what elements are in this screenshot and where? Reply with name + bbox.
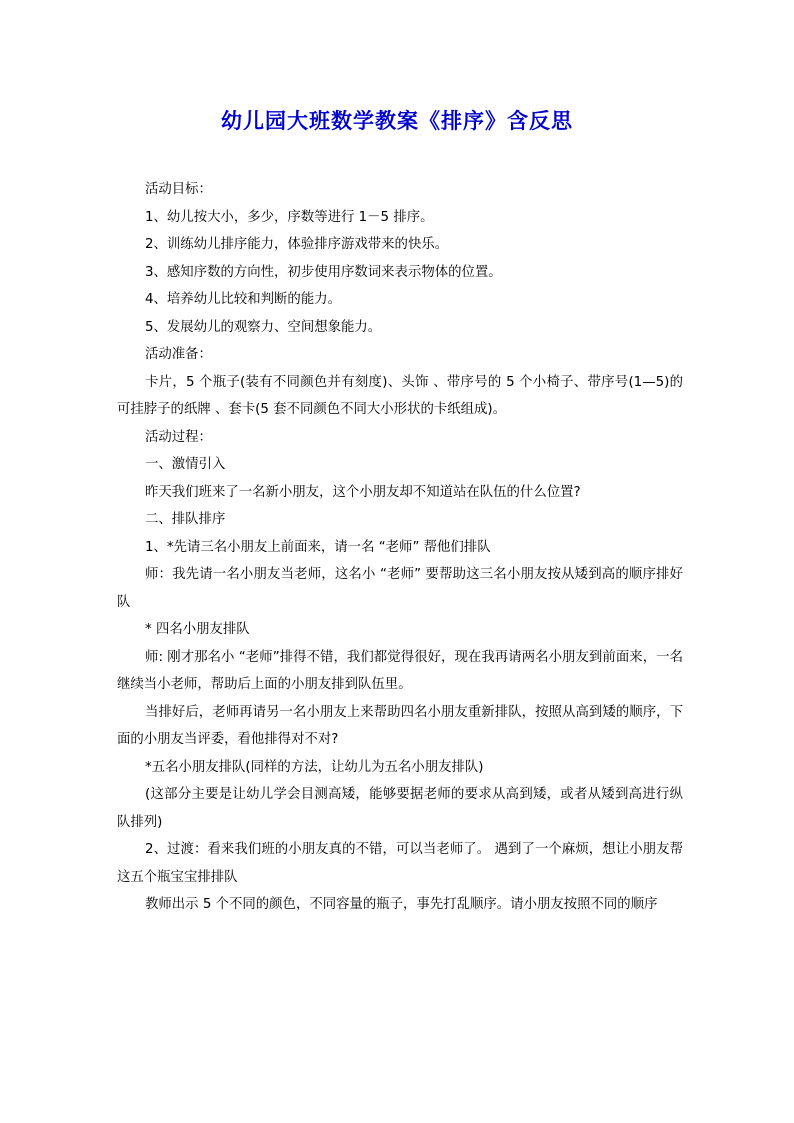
paragraph: 活动过程： [145,429,212,445]
paragraph: 2、训练幼儿排序能力，体验排序游戏带来的快乐。 [145,237,449,252]
paragraph: 师: 刚才那名小 “老师”排得不错，我们都觉得很好，现在我再请两名小朋友到前面来，一名继续当小老师，帮助后上面的小朋友排到队伍里。 [117,649,683,692]
paragraph: 二、排队排序 [145,512,226,527]
paragraph: 3、感知序数的方向性，初步使用序数词来表示物体的位置。 [145,264,502,280]
document-body [117,176,683,919]
paragraph: 活动准备： [145,347,212,362]
paragraph: (这部分主要是让幼儿学会目测高矮，能够要据老师的要求从高到矮，或者从矮到高进行纵队排列) [117,787,683,830]
paragraph: 昨天我们班来了一名新小朋友，这个小朋友却不知道站在队伍的什么位置? [145,484,581,500]
paragraph: 活动目标： [145,182,212,197]
paragraph: * 四名小朋友排队 [145,622,250,637]
paragraph: 当排好后，老师再请另一名小朋友上来帮助四名小朋友重新排队，按照从高到矮的顺序，下面的小朋友当评委，看他排得对不对? [117,704,683,747]
paragraph: 4、培养幼儿比较和判断的能力。 [145,292,341,307]
paragraph: 1、*先请三名小朋友上前面来，请一名 “老师” 帮他们排队 [145,539,491,555]
paragraph: 1、幼儿按大小，多少，序数等进行 1－5 排序。 [145,209,434,225]
paragraph: 一、激情引入 [145,457,226,472]
paragraph: 教师出示 5 个不同的颜色，不同容量的瓶子，事先打乱顺序。请小朋友按照不同的顺序 [145,897,658,912]
paragraph: *五名小朋友排队(同样的方法，让幼儿为五名小朋友排队) [145,759,484,775]
paragraph: 5、发展幼儿的观察力、空间想象能力。 [145,319,382,335]
paragraph: 师：我先请一名小朋友当老师，这名小 “老师” 要帮助这三名小朋友按从矮到高的顺序排好队 [117,567,683,610]
paragraph: 卡片，5 个瓶子(装有不同颜色并有刻度)、头饰 、带序号的 5 个小椅子、带序号(1—5)的可挂脖子的纸牌 、套卡(5 套不同颜色不同大小形状的卡纸组成)。 [117,374,683,417]
paragraph: 2、过渡：看来我们班的小朋友真的不错，可以当老师了。 遇到了一个麻烦，想让小朋友帮这五个瓶宝宝排排队 [117,842,683,885]
document-title: 幼儿园大班数学教案《排序》含反思 [221,108,573,133]
